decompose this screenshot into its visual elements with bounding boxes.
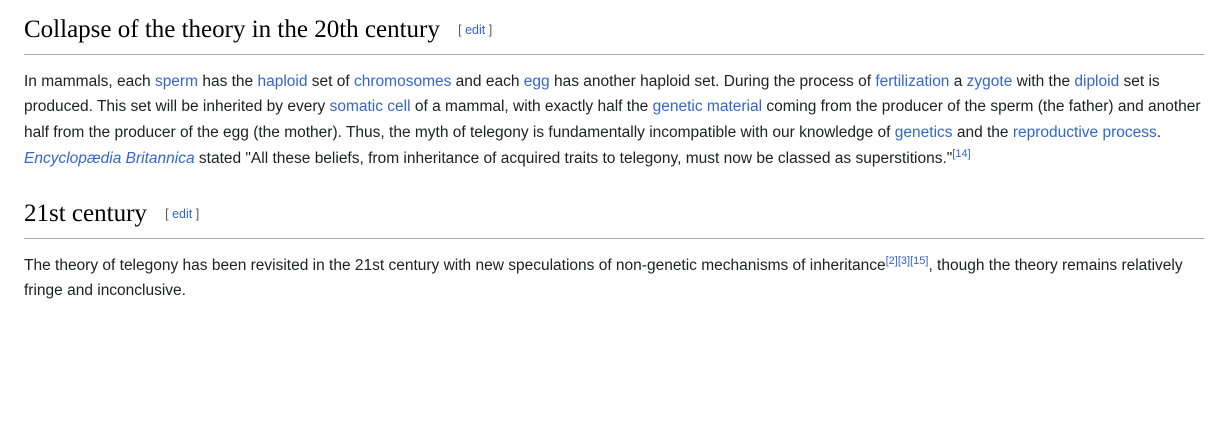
edit-link[interactable]: edit [172,207,193,221]
text-run: a [949,72,967,90]
edit-section-link-2[interactable] [165,207,199,221]
section-title: 21st century [24,200,147,227]
wiki-link[interactable]: somatic cell [329,98,411,116]
bracket-close: ] [488,23,493,37]
bracket-close: ] [195,207,200,221]
wiki-link[interactable]: sperm [154,72,199,90]
text-run: , though the theory remains relatively fringe and inconclusive. [24,256,1183,300]
text-run: set is produced. This set will be inherited by every [24,72,1160,116]
wiki-link[interactable]: zygote [966,72,1013,90]
edit-section-link-1[interactable] [458,23,492,37]
wiki-link[interactable]: reproductive process [1012,124,1157,142]
text-run: In mammals, each [24,72,155,90]
text-run: . [1156,124,1162,142]
wiki-link[interactable]: genetic material [652,98,763,116]
reference-link[interactable]: [15] [910,254,929,267]
bracket-open: [ [458,23,462,37]
section-heading-collapse-of-the-theory [24,14,1204,55]
wiki-link[interactable]: fertilization [875,72,950,90]
reference-marker[interactable] [898,254,910,266]
text-run: The theory of telegony has been revisited in the 21st century with new speculations of non-genetic mechanisms of inheritance [24,256,886,274]
text-run: has another haploid set. During the process of [549,72,876,90]
text-run: and the [952,124,1013,142]
reference-marker[interactable] [910,254,928,266]
paragraph-collapse-of-the-theory [24,69,1204,173]
text-run: of a mammal, with exactly half the [410,98,653,116]
text-run: and each [451,72,524,90]
edit-link[interactable]: edit [465,23,486,37]
section-spacer [24,172,1204,198]
text-run: stated "All these beliefs, from inheritance of acquired traits to telegony, must now be classed as superstitions." [194,150,953,168]
section-title: Collapse of the theory in the 20th century [24,16,440,43]
wiki-link[interactable]: genetics [894,124,953,142]
reference-link[interactable]: [3] [897,254,911,267]
text-run: with the [1012,72,1075,90]
reference-link[interactable]: [14] [952,147,971,160]
paragraph-21st-century [24,253,1204,305]
wiki-link[interactable]: egg [523,72,550,90]
text-run: has the [198,72,258,90]
wiki-link[interactable]: diploid [1074,72,1120,90]
section-heading-21st-century [24,198,1204,239]
wiki-link[interactable]: haploid [257,72,308,90]
bracket-open: [ [165,207,169,221]
text-run: coming from the producer of the sperm (the father) and another half from the producer of the egg (the mother). Thus, the myth of telegony is fundamentally incompatible with our knowledge of [24,98,1201,142]
reference-marker[interactable] [886,254,898,266]
reference-marker[interactable] [952,148,970,160]
reference-link[interactable]: [2] [885,254,898,267]
wiki-link-italic[interactable] [24,150,195,167]
wiki-link[interactable]: chromosomes [354,72,452,90]
italic-title: Encyclopædia Britannica [24,150,195,168]
text-run: set of [307,72,355,90]
